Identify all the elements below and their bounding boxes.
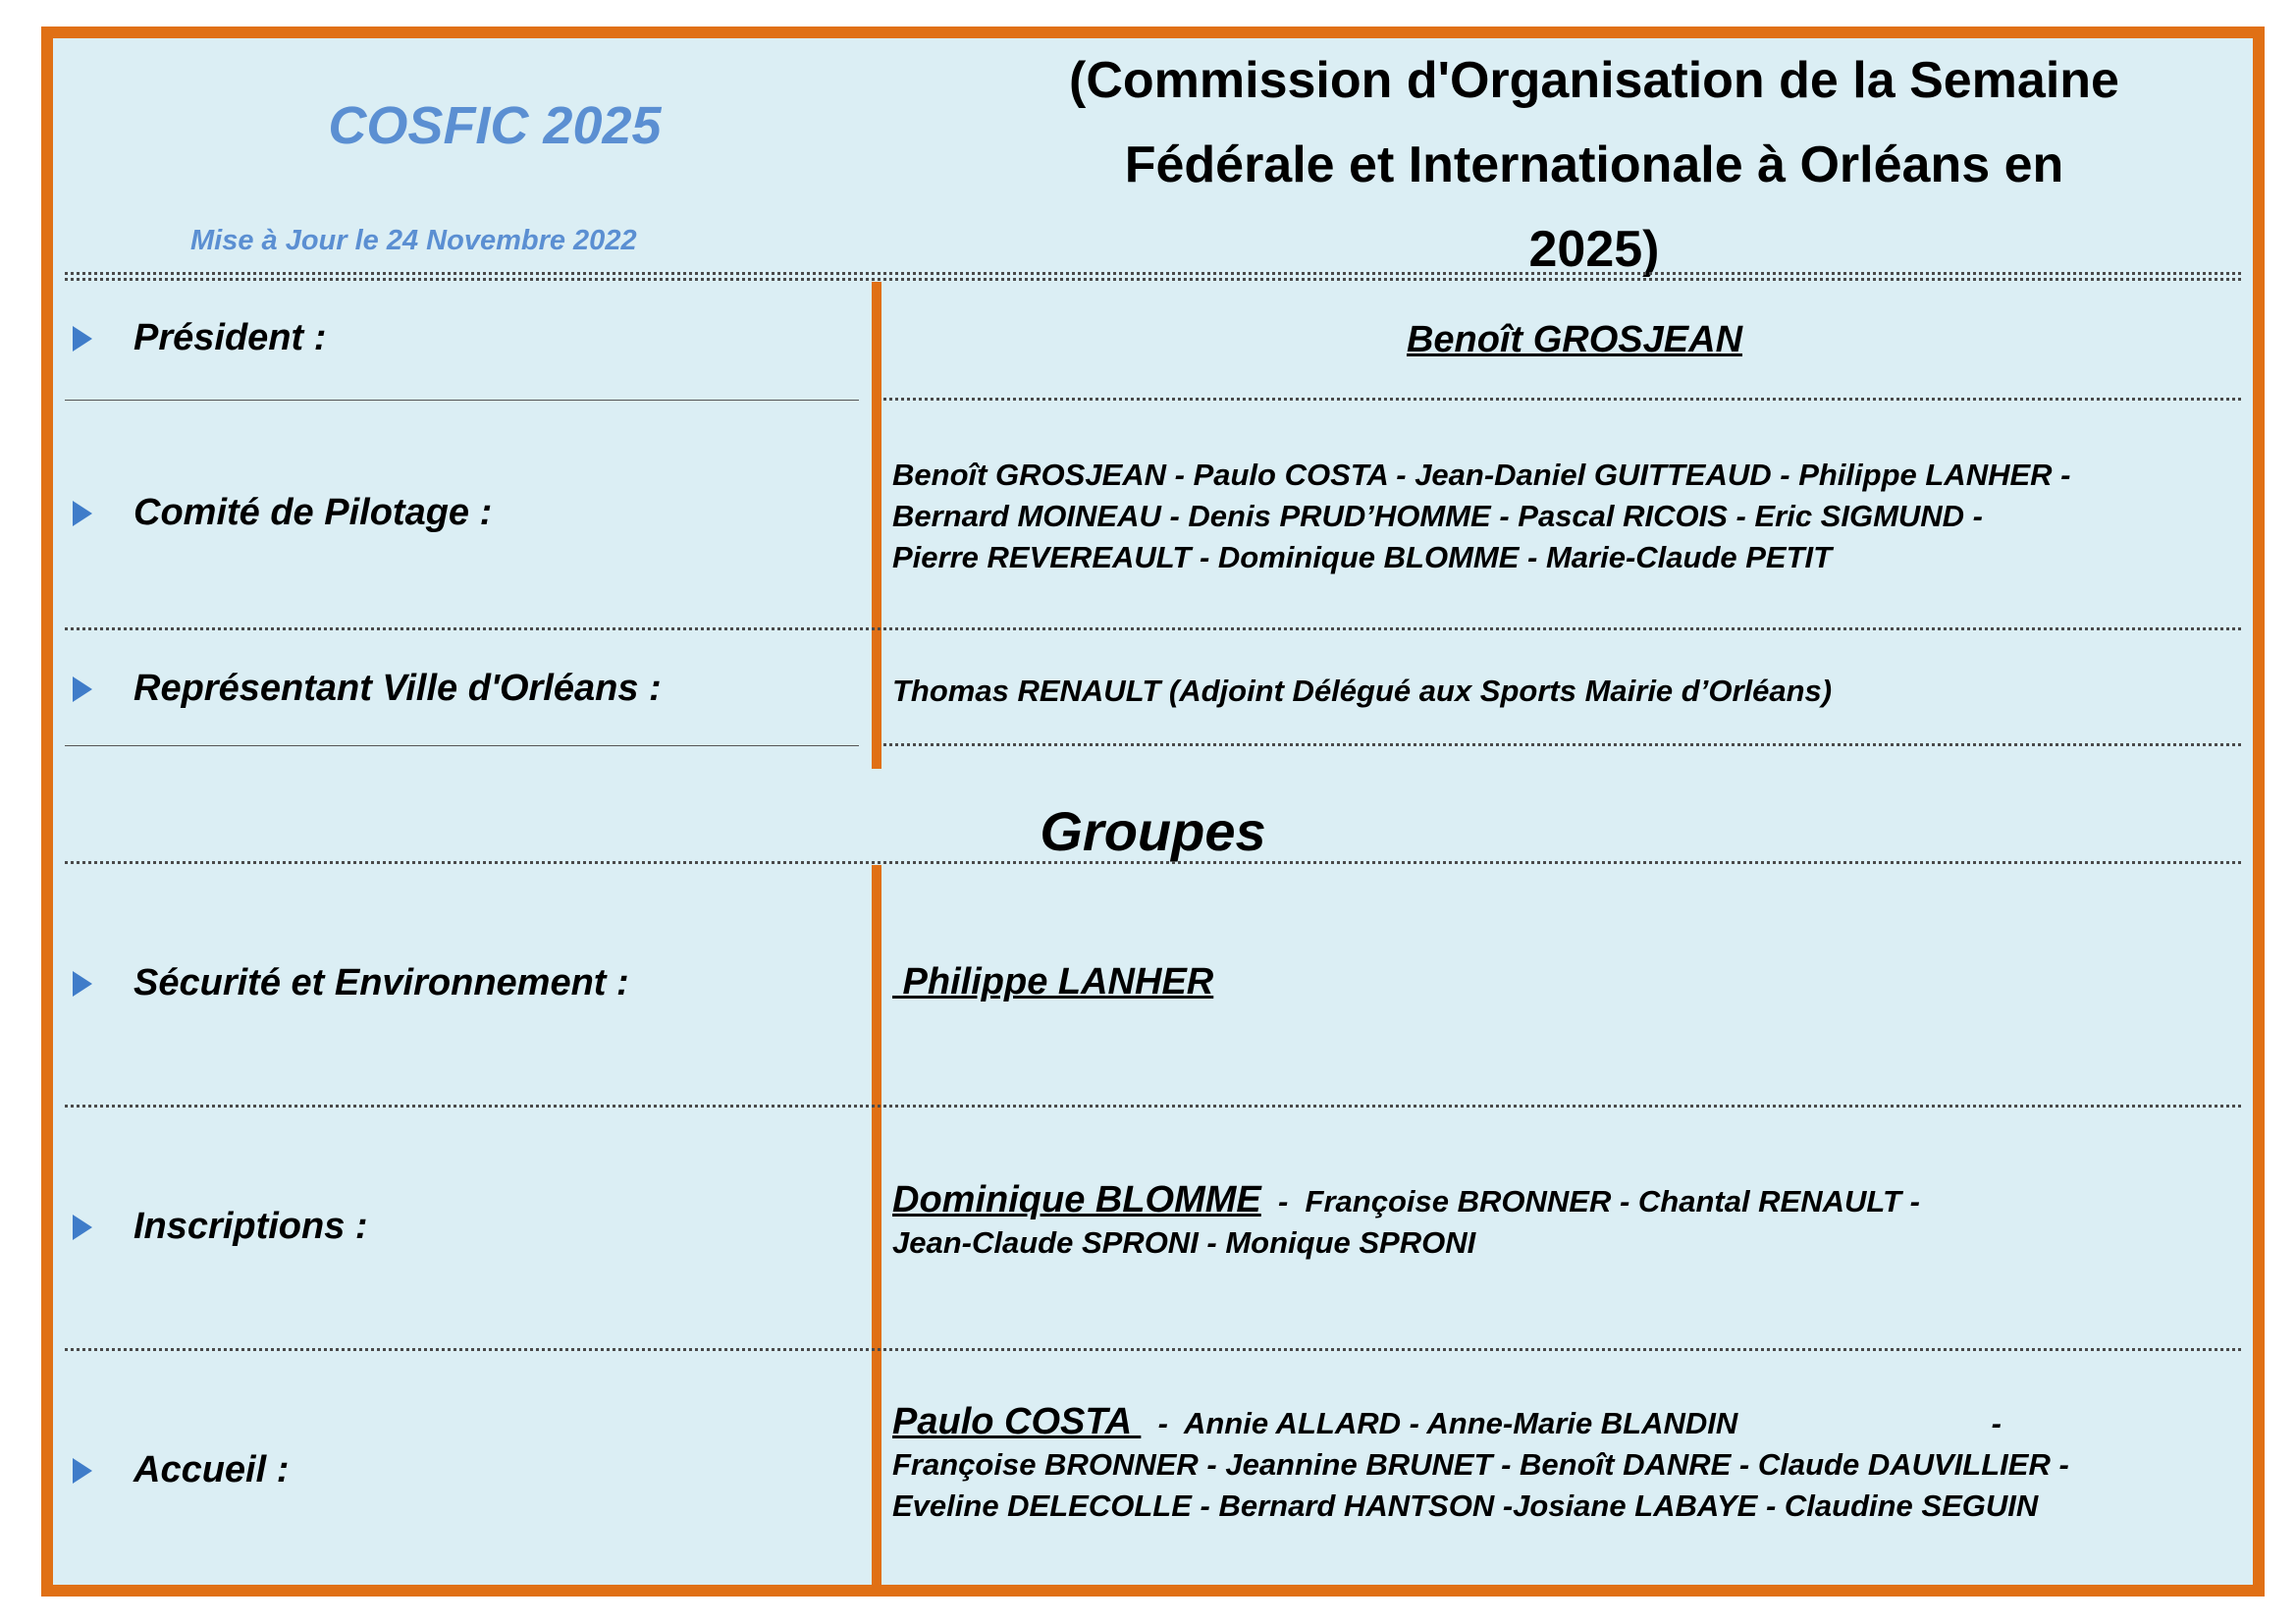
member-line: Benoît GROSJEAN - Paulo COSTA - Jean-Daniel GUITTEAUD - Philippe LANHER - — [892, 458, 2071, 492]
group-label-inscriptions — [73, 1206, 368, 1248]
row-label-text: Comité de Pilotage : — [133, 492, 493, 533]
update-date: Mise à Jour le 24 Novembre 2022 — [190, 225, 637, 256]
group-lead-name: Paulo COSTA — [892, 1401, 1142, 1442]
divider — [65, 861, 2241, 864]
group-label-securite — [73, 962, 629, 1004]
divider — [65, 1105, 2241, 1108]
member-line: Jean-Claude SPRONI - Monique SPRONI — [892, 1225, 1476, 1260]
divider — [65, 745, 859, 746]
member-line: Bernard MOINEAU - Denis PRUD’HOMME - Pascal RICOIS - Eric SIGMUND - — [892, 499, 1984, 533]
divider — [65, 627, 2241, 630]
row-label-text: Accueil : — [133, 1449, 290, 1490]
row-label-text: Sécurité et Environnement : — [133, 962, 629, 1003]
document-full-title — [927, 38, 2262, 292]
row-label-ville — [73, 668, 662, 710]
arrow-bullet-icon — [73, 1458, 92, 1484]
document-short-title: COSFIC 2025 — [328, 96, 662, 155]
member-list-text: - Françoise BRONNER - Chantal RENAULT - — [1260, 1184, 1920, 1218]
member-line: Françoise BRONNER - Jeannine BRUNET - Benoît DANRE - Claude DAUVILLIER - — [892, 1447, 2069, 1482]
group-lead-name: Dominique BLOMME — [892, 1179, 1261, 1220]
groupes-heading: Groupes — [1040, 800, 1266, 862]
accueil-members — [892, 1401, 2069, 1527]
arrow-bullet-icon — [73, 1215, 92, 1240]
inscriptions-members — [892, 1179, 1920, 1264]
group-label-accueil — [73, 1449, 289, 1491]
column-divider — [872, 865, 881, 1597]
arrow-bullet-icon — [73, 971, 92, 997]
member-line: Pierre REVEREAULT - Dominique BLOMME - Marie-Claude PETIT — [892, 540, 1833, 574]
arrow-bullet-icon — [73, 326, 92, 352]
row-label-pilotage — [73, 492, 492, 534]
document-frame — [41, 27, 2265, 1597]
pilotage-members — [892, 455, 2070, 578]
divider — [65, 1348, 2241, 1351]
column-divider — [872, 282, 881, 769]
member-line — [892, 1179, 1920, 1222]
row-label-text: Président : — [133, 317, 327, 358]
member-line: Eveline DELECOLLE - Bernard HANTSON -Josiane LABAYE - Claudine SEGUIN — [892, 1489, 2039, 1523]
divider — [65, 400, 859, 401]
member-line — [892, 1401, 2069, 1444]
divider — [883, 743, 2241, 746]
divider — [65, 272, 2241, 275]
group-lead-name: Philippe LANHER — [892, 961, 1214, 1002]
arrow-bullet-icon — [73, 501, 92, 526]
member-list-text: - Annie ALLARD - Anne-Marie BLANDIN - — [1141, 1406, 2002, 1440]
divider — [883, 398, 2241, 401]
full-title-line: Fédérale et Internationale à Orléans en — [1124, 136, 2064, 193]
divider — [65, 278, 2241, 281]
president-name: Benoît GROSJEAN — [1406, 319, 1743, 360]
ville-representative: Thomas RENAULT (Adjoint Délégué aux Sports Mairie d’Orléans) — [892, 674, 1833, 708]
row-label-president — [73, 317, 326, 359]
securite-lead — [892, 961, 1213, 1004]
full-title-line: (Commission d'Organisation de la Semaine — [1069, 52, 2119, 109]
row-label-text: Inscriptions : — [133, 1206, 368, 1247]
full-title-line: 2025) — [1528, 221, 1660, 278]
row-label-text: Représentant Ville d'Orléans : — [133, 668, 662, 709]
arrow-bullet-icon — [73, 677, 92, 702]
